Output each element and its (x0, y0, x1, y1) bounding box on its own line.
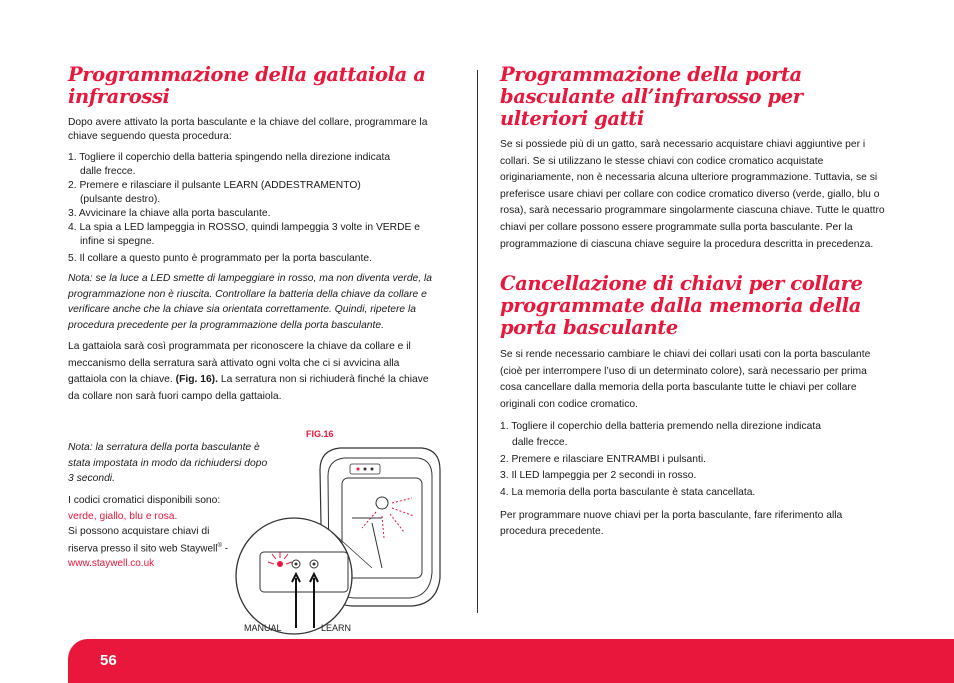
step-1: 1. Togliere il coperchio della batteria spingendo nella direzione indicata dalle frecce. (68, 152, 391, 177)
column-divider (477, 70, 478, 613)
section-title-infrared-programming: Programmazione della gattaiola a infrarossi (68, 63, 426, 108)
color-codes-label: I codici cromatici disponibili sono: (68, 494, 221, 506)
color-codes-value: verde, giallo, blu e rosa. (68, 511, 178, 523)
section-title-clear-memory: Cancellazione di chiavi per collare programmate dalla memoria della porta basculante (500, 272, 863, 340)
staywell-link[interactable]: www.staywell.co.uk (68, 558, 155, 570)
step-5: 5. Il collare a questo punto è programmato per la porta basculante. (68, 253, 372, 264)
left-column (68, 64, 454, 405)
clear-memory-paragraph: Se si rende necessario cambiare le chiavi dei collari usati con la porta basculante (cioè per interrompere l’uso di un determinato colore), sarà necessario per prima cosa cancellare dalla memoria della porta basculante tutte le chiavi per collare originali con codice cromatico. (500, 349, 871, 410)
clear-step-3: 3. Il LED lampeggia per 2 secondi in rosso. (500, 470, 697, 482)
section-title-additional-cats: Programmazione della porta basculante all’infrarosso per ulteriori gatti (500, 63, 803, 130)
clear-step-4: 4. La memoria della porta basculante è stata cancellata. (500, 486, 756, 498)
programmed-paragraph: La gattaiola sarà così programmata per riconoscere la chiave da collare e il meccanismo della serratura sarà attivato ogni volta che ci si avvicina alla gattaiola con la chiave. (Fig. 16). La serratura non si richiuderà finché la chiave da collare non sarà fuori campo della gattaiola. (68, 341, 429, 402)
clear-step-1: 1. Togliere il coperchio della batteria premendo nella direzione indicata dalle frecce. (500, 420, 821, 449)
clear-memory-steps (500, 419, 886, 502)
right-column (500, 64, 886, 541)
step-2: 2. Premere e rilasciare il pulsante LEARN (ADDESTRAMENTO) (pulsante destro). (68, 180, 361, 205)
page-number: 56 (100, 652, 117, 669)
learn-button-label: LEARN (321, 623, 352, 633)
clear-step-2: 2. Premere e rilasciare ENTRAMBI i pulsanti. (500, 453, 707, 465)
intro-paragraph: Dopo avere attivato la porta basculante e la chiave del collare, programmare la chiave seguendo questa procedura: (68, 117, 428, 142)
note-failure: Nota: se la luce a LED smette di lampeggiare in rosso, ma non diventa verde, la programmazione non è riuscita. Controllare la batteria della chiave da collare e verificare anche che la chiave sia orientata correttamente. Quindi, ripetere la procedura precedente per la programmazione della porta basculante. (68, 273, 433, 331)
step-4: 4. La spia a LED lampeggia in ROSSO, quindi lampeggia 3 volte in VERDE e infine si spegne. (68, 222, 421, 247)
note-lock-timing: Nota: la serratura della porta basculante è stata impostata in modo da richiudersi dopo 3 secondi. (68, 442, 268, 484)
manual-button-label: MANUAL (244, 623, 282, 633)
catflap-illustration (232, 428, 452, 638)
step-3: 3. Avvicinare la chiave alla porta basculante. (68, 208, 271, 219)
additional-cats-paragraph: Se si possiede più di un gatto, sarà necessario acquistare chiavi aggiuntive per i collari. Se si utilizzano le stesse chiavi con codice cromatico acquistate originariamente, non è necessaria alcuna ulteriore programmazione. Tuttavia, se si preferisce usare chiavi per collare con codice cromatico diverso (verde, giallo, blu o rosa), sarà necessario programmare singolarmente ciascuna chiave. Tutte le quattro chiavi per collare possono essere programmate sulla porta basculante. Per la programmazione di ciascuna chiave seguire la procedura descritta in precedenza. (500, 139, 885, 250)
closing-paragraph: Per programmare nuove chiavi per la porta basculante, fare riferimento alla procedura precedente. (500, 509, 843, 538)
buy-line-1: Si possono acquistare chiavi di (68, 526, 210, 538)
figure-label: FIG.16 (306, 429, 334, 439)
footer-bar (68, 639, 954, 683)
buy-line-2: riserva presso il sito web Staywell® - (68, 543, 229, 555)
procedure-steps (68, 151, 454, 266)
